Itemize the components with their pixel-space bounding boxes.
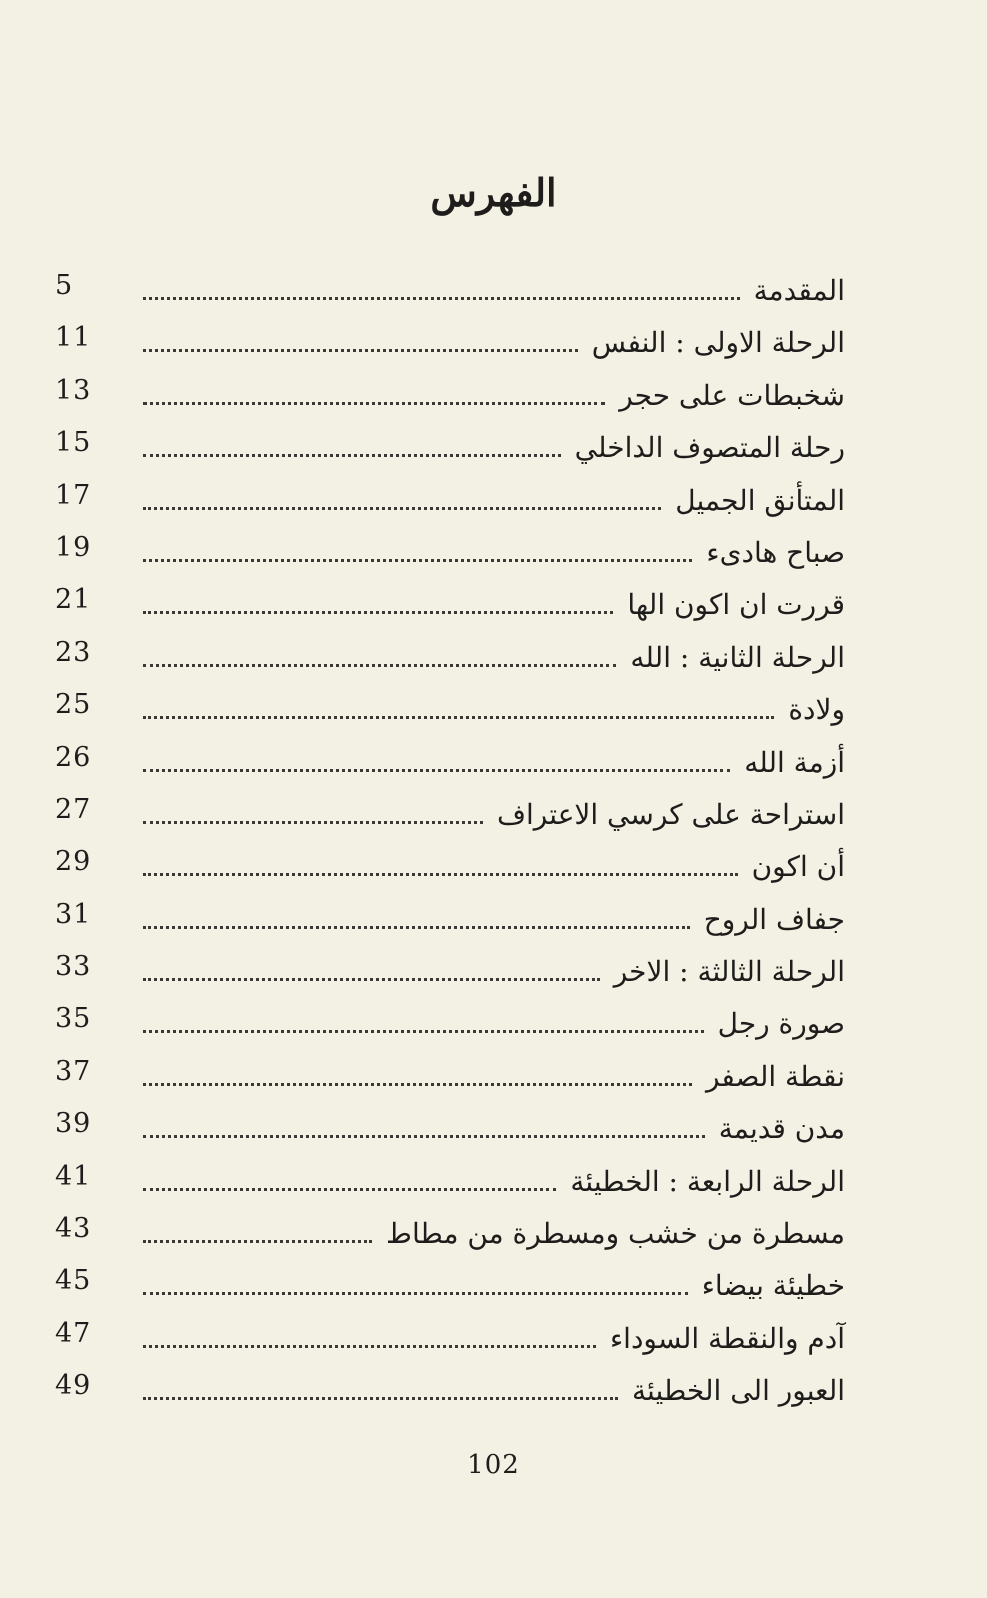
- toc-entry: [55, 262, 845, 314]
- dot-leader: [143, 440, 561, 457]
- toc-entry-title: المقدمة: [753, 274, 845, 307]
- dot-leader: [143, 650, 616, 667]
- toc-entry-line: [143, 891, 845, 943]
- page-title: الفهرس: [430, 170, 557, 215]
- toc-entry-line: [143, 524, 845, 576]
- toc-entry-line: [143, 576, 845, 628]
- dot-leader: [143, 283, 740, 300]
- toc-entry-title: الرحلة الثانية : الله: [630, 640, 845, 674]
- dot-leader: [143, 493, 661, 510]
- toc-entry-title: صورة رجل: [717, 1007, 845, 1041]
- toc-page-number: 39: [55, 1108, 92, 1140]
- dot-leader: [143, 859, 738, 876]
- toc-entry-line: [143, 1153, 845, 1205]
- dot-leader: [143, 545, 692, 562]
- toc-entry: [55, 524, 845, 576]
- toc-entry-line: [143, 472, 845, 524]
- toc-entry: [55, 472, 845, 524]
- toc-entry-title: المتأنق الجميل: [675, 483, 845, 517]
- toc-page-number: 35: [55, 1003, 92, 1035]
- toc-entry-line: [143, 681, 845, 733]
- toc-entry-title: أن اكون: [751, 850, 845, 884]
- dot-leader: [143, 1278, 688, 1295]
- toc-page-number: 11: [55, 322, 92, 354]
- toc-entry-line: [143, 734, 845, 786]
- dot-leader: [143, 702, 774, 719]
- toc-entry-line: [143, 1048, 845, 1100]
- toc-entry: [55, 943, 845, 995]
- toc-entry-line: [143, 943, 845, 995]
- toc-entry-line: [143, 1205, 845, 1257]
- toc-entry-line: [143, 367, 845, 419]
- toc-entry-line: [143, 995, 845, 1047]
- toc-entry: [55, 1048, 845, 1100]
- toc-entry: [55, 838, 845, 890]
- toc-entry-title: العبور الى الخطيئة: [632, 1374, 845, 1408]
- toc-page-number: 15: [55, 427, 92, 459]
- dot-leader: [143, 1069, 692, 1086]
- toc-entry: [55, 1153, 845, 1205]
- dot-leader: [143, 912, 690, 929]
- toc-entry-title: صباح هادىء: [706, 535, 845, 569]
- toc-entry-title: شخبطات على حجر: [619, 378, 845, 412]
- toc-entry: [55, 681, 845, 733]
- dot-leader: [143, 964, 600, 981]
- toc-entry: [55, 576, 845, 628]
- toc-entry-title: قررت ان اكون الها: [627, 588, 845, 622]
- toc-entry: [55, 367, 845, 419]
- toc-entry-title: نقطة الصفر: [705, 1059, 845, 1093]
- table-of-contents: [55, 262, 845, 1415]
- toc-page-number: 21: [55, 584, 92, 616]
- toc-entry-title: استراحة على كرسي الاعتراف: [497, 797, 845, 831]
- toc-entry: [55, 1310, 845, 1362]
- toc-entry: [55, 891, 845, 943]
- toc-entry-line: [143, 629, 845, 681]
- toc-entry: [55, 314, 845, 366]
- toc-page-number: 23: [55, 636, 92, 668]
- dot-leader: [143, 1383, 618, 1400]
- toc-entry-title: آدم والنقطة السوداء: [610, 1321, 845, 1355]
- page-number: 102: [467, 1450, 520, 1480]
- toc-entry-title: رحلة المتصوف الداخلي: [574, 431, 845, 465]
- toc-entry-title: جفاف الروح: [703, 902, 845, 936]
- toc-entry: [55, 419, 845, 471]
- dot-leader: [143, 755, 730, 772]
- toc-entry-line: [143, 1362, 845, 1414]
- toc-page-number: 13: [55, 374, 92, 406]
- toc-page-number: 45: [55, 1265, 92, 1297]
- toc-entry-title: ولادة: [788, 693, 845, 727]
- toc-entry-line: [143, 262, 845, 314]
- toc-entry: [55, 1205, 845, 1257]
- toc-entry: [55, 1362, 845, 1414]
- toc-page-number: 37: [55, 1055, 92, 1087]
- toc-entry-line: [143, 1310, 845, 1362]
- toc-entry-title: أزمة الله: [744, 745, 845, 779]
- toc-page-number: 47: [55, 1317, 92, 1349]
- toc-entry-line: [143, 786, 845, 838]
- toc-entry: [55, 629, 845, 681]
- toc-entry-title: الرحلة الاولى : النفس: [591, 326, 845, 360]
- toc-entry-title: مسطرة من خشب ومسطرة من مطاط: [386, 1217, 845, 1251]
- toc-page-number: 17: [55, 479, 92, 511]
- dot-leader: [143, 1331, 596, 1348]
- toc-entry: [55, 786, 845, 838]
- dot-leader: [143, 1016, 704, 1033]
- toc-page-number: 5: [55, 270, 74, 301]
- toc-entry: [55, 995, 845, 1047]
- toc-entry-title: مدن قديمة: [718, 1112, 845, 1146]
- toc-entry-line: [143, 1100, 845, 1152]
- dot-leader: [143, 1226, 372, 1243]
- toc-entry-title: الرحلة الرابعة : الخطيئة: [570, 1164, 845, 1198]
- toc-page-number: 31: [55, 898, 92, 930]
- toc-page-number: 29: [55, 846, 92, 878]
- toc-entry-title: الرحلة الثالثة : الاخر: [613, 955, 845, 989]
- dot-leader: [143, 597, 613, 614]
- toc-page-number: 19: [55, 531, 92, 563]
- toc-page-number: 43: [55, 1213, 92, 1245]
- dot-leader: [143, 1174, 556, 1191]
- toc-page-number: 49: [55, 1370, 92, 1402]
- toc-entry: [55, 1257, 845, 1309]
- toc-entry-line: [143, 1257, 845, 1309]
- toc-page-number: 33: [55, 951, 92, 983]
- toc-entry-line: [143, 419, 845, 471]
- toc-entry-line: [143, 314, 845, 366]
- toc-entry-line: [143, 838, 845, 890]
- toc-entry: [55, 1100, 845, 1152]
- toc-page-number: 41: [55, 1160, 92, 1192]
- dot-leader: [143, 335, 578, 352]
- toc-page-number: 26: [55, 741, 92, 773]
- toc-entry-title: خطيئة بيضاء: [701, 1269, 845, 1303]
- toc-page-number: 25: [55, 689, 92, 721]
- dot-leader: [143, 807, 483, 824]
- dot-leader: [143, 388, 605, 405]
- toc-entry: [55, 734, 845, 786]
- toc-page-number: 27: [55, 793, 92, 825]
- dot-leader: [143, 1121, 705, 1138]
